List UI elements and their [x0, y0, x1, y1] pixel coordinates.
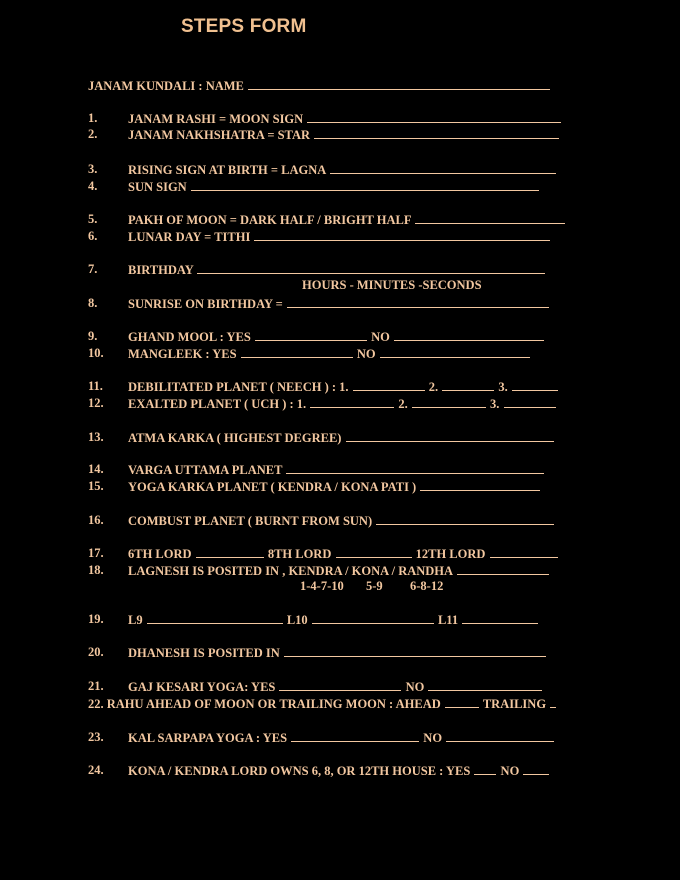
item-label: JANAM RASHI = MOON SIGN: [128, 112, 304, 126]
12th-lord-blank[interactable]: [490, 546, 558, 558]
item-9: [0, 329, 680, 345]
item-number: 5.: [88, 212, 98, 226]
6th-lord-blank[interactable]: [196, 546, 264, 558]
item-content: [128, 679, 543, 695]
name-blank[interactable]: [248, 78, 550, 90]
no-blank[interactable]: [446, 730, 554, 742]
planet-3-blank[interactable]: [512, 379, 558, 391]
planet-2-label: 2.: [428, 380, 439, 394]
12th-lord-label: 12TH LORD: [415, 547, 486, 561]
item-content: [128, 329, 545, 345]
item-number: 14.: [88, 462, 104, 476]
name-label: JANAM KUNDALI : NAME: [88, 79, 244, 93]
no-blank[interactable]: [523, 763, 549, 775]
item-6: [0, 229, 680, 245]
item-17: [0, 546, 680, 562]
planet-3-label: 3.: [490, 397, 500, 411]
yes-blank[interactable]: [241, 346, 353, 358]
item-2: [0, 127, 680, 143]
item-18: [0, 563, 680, 579]
item-content: [128, 127, 560, 143]
item-number: 3.: [88, 162, 98, 176]
item-label: LUNAR DAY = TITHI: [128, 230, 251, 244]
item-label: ATMA KARKA ( HIGHEST DEGREE): [128, 431, 342, 445]
item-content: [128, 612, 539, 628]
item-content: [128, 462, 545, 478]
item-label: DHANESH IS POSITED IN: [128, 646, 280, 660]
item-label: VARGA UTTAMA PLANET: [128, 463, 283, 477]
item-15: [0, 479, 680, 495]
planet-3-label: 3.: [498, 380, 508, 394]
item-number: 1.: [88, 111, 98, 125]
item-label: JANAM NAKHSHATRA = STAR: [128, 128, 311, 142]
answer-blank[interactable]: [254, 229, 550, 241]
item-21: [0, 679, 680, 695]
answer-blank[interactable]: [330, 162, 556, 174]
item-content: [128, 563, 550, 579]
item-label: MANGLEEK : YES: [128, 347, 237, 361]
item-content: [128, 346, 531, 362]
l9-label: L9: [128, 613, 143, 627]
item-5: [0, 212, 680, 228]
answer-blank[interactable]: [286, 462, 544, 474]
l11-blank[interactable]: [462, 612, 538, 624]
item-content: [128, 262, 546, 278]
item-23: [0, 730, 680, 746]
item-number: 13.: [88, 430, 104, 444]
item-content: [128, 479, 541, 495]
item-13: [0, 430, 680, 446]
item-number: 6.: [88, 229, 98, 243]
kona-houses: 5-9: [366, 579, 383, 593]
planet-2-blank[interactable]: [412, 396, 486, 408]
item-3: [0, 162, 680, 178]
item-label: SUN SIGN: [128, 180, 187, 194]
planet-3-blank[interactable]: [504, 396, 556, 408]
item-content: [128, 111, 562, 127]
item-label: RISING SIGN AT BIRTH = LAGNA: [128, 163, 326, 177]
yes-blank[interactable]: [474, 763, 496, 775]
item-number: 10.: [88, 346, 104, 360]
answer-blank[interactable]: [307, 111, 561, 123]
item-content: [128, 229, 551, 245]
kendra-houses: 1-4-7-10: [300, 579, 344, 593]
answer-blank[interactable]: [197, 262, 545, 274]
no-label: NO: [500, 764, 520, 778]
item-11: [0, 379, 680, 395]
item-label: BIRTHDAY: [128, 263, 194, 277]
planet-1-blank[interactable]: [310, 396, 394, 408]
item-label: GHAND MOOL : YES: [128, 330, 251, 344]
answer-blank[interactable]: [420, 479, 540, 491]
ahead-blank[interactable]: [445, 696, 479, 708]
item-label: KONA / KENDRA LORD OWNS 6, 8, OR 12TH HOUSE : YES: [128, 764, 471, 778]
answer-blank[interactable]: [415, 212, 565, 224]
item-number: 9.: [88, 329, 98, 343]
item-label: 6TH LORD: [128, 547, 192, 561]
item-label: 22. RAHU AHEAD OF MOON OR TRAILING MOON : AHEAD: [88, 697, 441, 711]
item-content: [128, 379, 559, 395]
answer-blank[interactable]: [376, 513, 554, 525]
item-label: KAL SARPAPA YOGA : YES: [128, 731, 288, 745]
no-blank[interactable]: [428, 679, 542, 691]
answer-blank[interactable]: [346, 430, 554, 442]
answer-blank[interactable]: [314, 127, 559, 139]
item-1: [0, 111, 680, 127]
item-20: [0, 645, 680, 661]
item-content: [88, 696, 557, 712]
item-number: 4.: [88, 179, 98, 193]
item-content: [128, 645, 547, 661]
item-19: [0, 612, 680, 628]
l9-blank[interactable]: [147, 612, 283, 624]
name-row-content: [88, 78, 551, 94]
no-label: NO: [405, 680, 425, 694]
no-label: NO: [423, 731, 443, 745]
item-number: 18.: [88, 563, 104, 577]
item-12: [0, 396, 680, 412]
item-4: [0, 179, 680, 195]
item-label: EXALTED PLANET ( UCH ) : 1.: [128, 397, 307, 411]
item-number: 19.: [88, 612, 104, 626]
planet-1-blank[interactable]: [353, 379, 425, 391]
no-label: NO: [356, 347, 376, 361]
item-label: LAGNESH IS POSITED IN , KENDRA / KONA / RANDHA: [128, 564, 453, 578]
item-label: YOGA KARKA PLANET ( KENDRA / KONA PATI ): [128, 480, 417, 494]
item-number: 7.: [88, 262, 98, 276]
yes-blank[interactable]: [279, 679, 401, 691]
no-label: NO: [371, 330, 390, 344]
item-content: [128, 296, 550, 312]
name-row: [0, 78, 680, 94]
8th-lord-blank[interactable]: [336, 546, 412, 558]
item-number: 20.: [88, 645, 104, 659]
item-content: [128, 430, 555, 446]
l10-label: L10: [286, 613, 308, 627]
trailing-label: TRAILING: [482, 697, 547, 711]
answer-blank[interactable]: [284, 645, 546, 657]
planet-2-label: 2.: [398, 397, 408, 411]
item-label: DEBILITATED PLANET ( NEECH ) : 1.: [128, 380, 349, 394]
item-content: [128, 546, 559, 562]
item-label: GAJ KESARI YOGA: YES: [128, 680, 276, 694]
item-number: 12.: [88, 396, 104, 410]
answer-blank[interactable]: [457, 563, 549, 575]
item-content: [128, 396, 557, 412]
item-number: 15.: [88, 479, 104, 493]
item-number: 23.: [88, 730, 104, 744]
item-14: [0, 462, 680, 478]
item-16: [0, 513, 680, 529]
yes-blank[interactable]: [291, 730, 419, 742]
item-content: [128, 730, 555, 746]
item-content: [128, 179, 540, 195]
no-blank[interactable]: [380, 346, 530, 358]
no-blank[interactable]: [394, 329, 544, 341]
item-label: SUNRISE ON BIRTHDAY =: [128, 297, 283, 311]
form-title: STEPS FORM: [181, 16, 307, 37]
item-number: 11.: [88, 379, 103, 393]
item-7: [0, 262, 680, 278]
item-8: [0, 296, 680, 312]
item-content: [128, 763, 550, 779]
item-24: [0, 763, 680, 779]
trailing-blank[interactable]: [550, 696, 556, 708]
item-number: 16.: [88, 513, 104, 527]
item-number: 2.: [88, 127, 98, 141]
planet-2-blank[interactable]: [442, 379, 494, 391]
l11-label: L11: [437, 613, 459, 627]
item-content: [128, 212, 566, 228]
randha-houses: 6-8-12: [410, 579, 444, 593]
item-number: 17.: [88, 546, 104, 560]
8th-lord-label: 8TH LORD: [267, 547, 332, 561]
item-number: 21.: [88, 679, 104, 693]
item-content: [128, 162, 557, 178]
item-10: [0, 346, 680, 362]
item-label: COMBUST PLANET ( BURNT FROM SUN): [128, 514, 373, 528]
answer-blank[interactable]: [287, 296, 549, 308]
item-label: PAKH OF MOON = DARK HALF / BRIGHT HALF: [128, 213, 412, 227]
item-content: [128, 513, 555, 529]
answer-blank[interactable]: [191, 179, 539, 191]
time-format-hint: HOURS - MINUTES -SECONDS: [302, 278, 482, 292]
item-number: 24.: [88, 763, 104, 777]
item-number: 8.: [88, 296, 98, 310]
yes-blank[interactable]: [255, 329, 367, 341]
l10-blank[interactable]: [312, 612, 434, 624]
item-22: [0, 696, 680, 712]
